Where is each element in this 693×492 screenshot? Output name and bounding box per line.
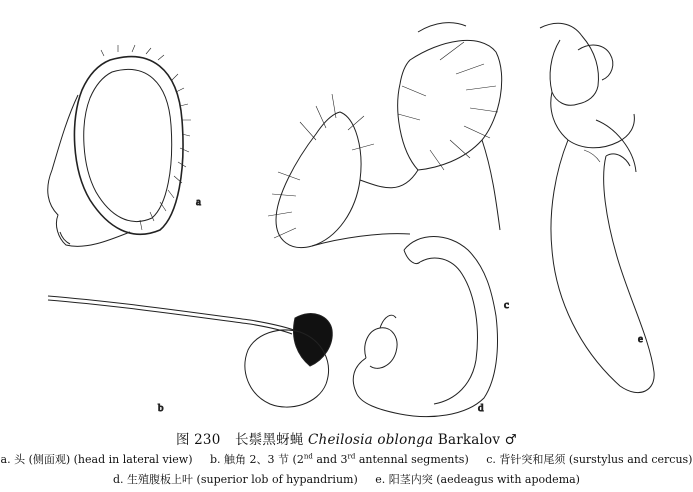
- figure-caption-title: [0, 428, 693, 448]
- panel-label-a: a: [196, 196, 201, 208]
- hypandrium-drawing: [353, 237, 497, 417]
- legend-b-sup2: rd: [347, 452, 356, 461]
- figure-number: 图 230: [175, 432, 221, 448]
- panel-label-d: d: [478, 402, 484, 414]
- legend-b: [210, 453, 469, 466]
- male-symbol: ♂: [504, 432, 518, 448]
- surstylus-cercus-drawing: [268, 23, 509, 311]
- antenna-drawing: [48, 296, 332, 414]
- aedeagus-drawing: [540, 23, 654, 392]
- species-name-latin: Cheilosia oblonga: [308, 432, 434, 448]
- panel-label-b: b: [158, 402, 164, 414]
- species-name-cn: 长鬃黑蚜蝇: [235, 432, 304, 448]
- panel-label-e: e: [638, 333, 643, 345]
- head-lateral-drawing: [48, 45, 201, 246]
- legend-e: e. 阳茎内突 (aedeagus with apodema): [375, 473, 580, 486]
- legend-a: a. 头 (侧面观) (head in lateral view): [0, 453, 193, 466]
- legend-line-2: [0, 471, 693, 487]
- legend-line-1: [0, 451, 693, 467]
- legend-b-sup1: nd: [303, 452, 313, 461]
- panel-label-c: c: [504, 299, 509, 311]
- legend-b-prefix: b. 触角 2、3 节 (2: [210, 453, 304, 466]
- legend-b-suffix: antennal segments): [355, 453, 469, 466]
- legend-b-mid: and 3: [312, 453, 348, 466]
- legend-c: c. 背针突和尾须 (surstylus and cercus): [486, 453, 693, 466]
- species-author: Barkalov: [437, 432, 501, 448]
- legend-d: d. 生殖腹板上叶 (superior lob of hypandrium): [113, 473, 358, 486]
